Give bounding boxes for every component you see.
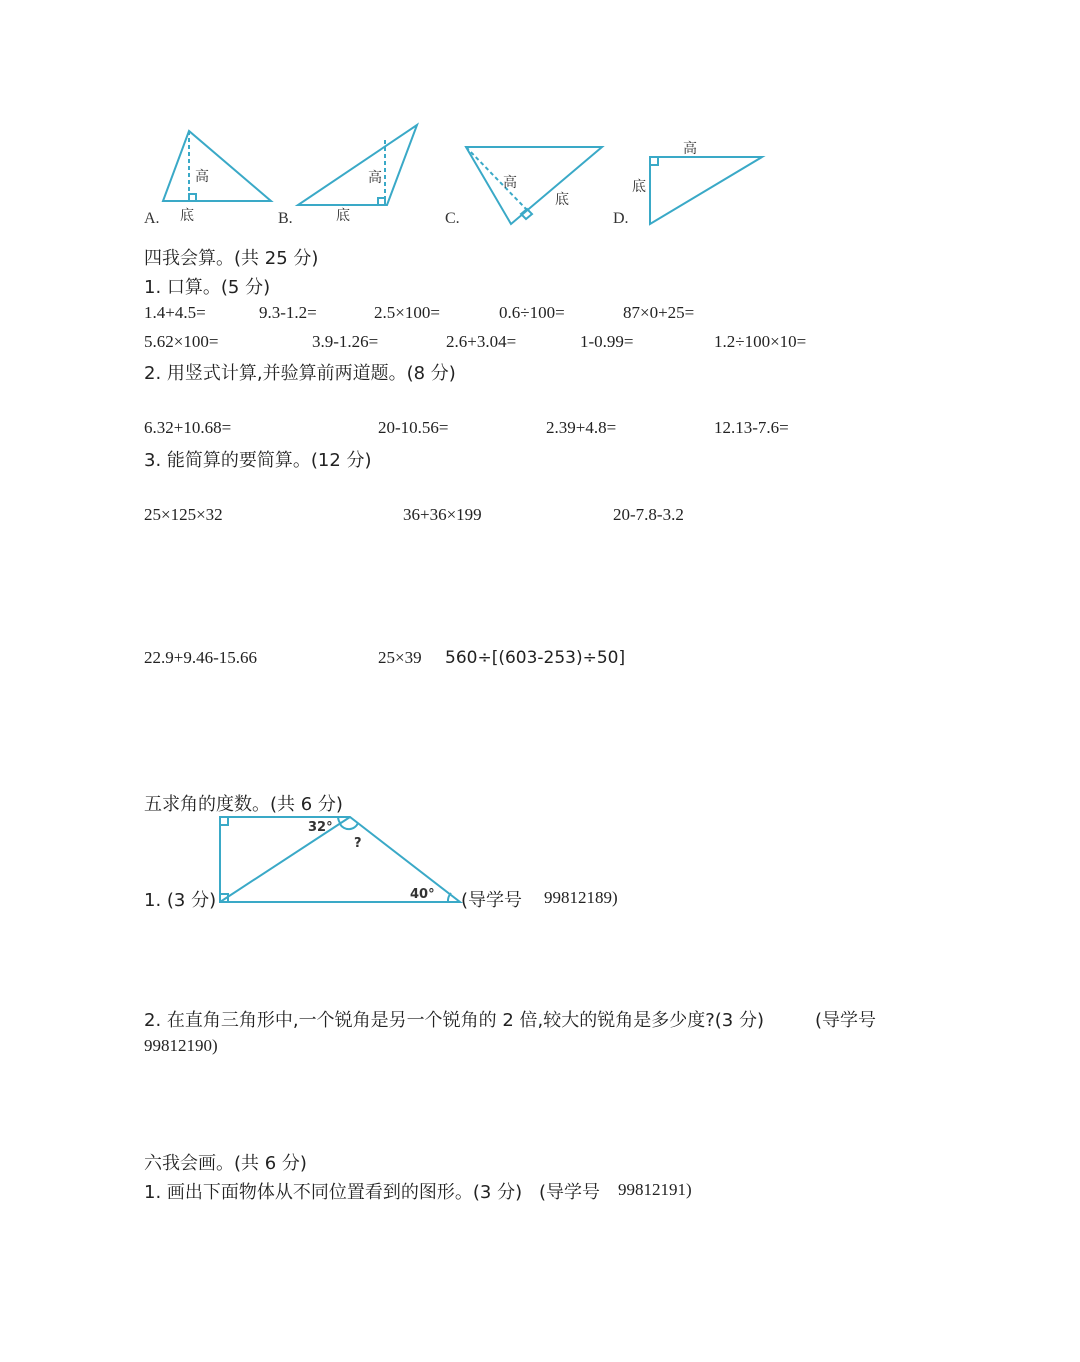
section6-title: 六我会画。(共 6 分) <box>144 1153 307 1174</box>
height-label-c: 高 <box>503 175 517 191</box>
oral-calc-item: 3.9-1.26= <box>312 332 379 351</box>
angle-40-label: 40° <box>410 887 435 902</box>
guide-number: 99812189) <box>544 888 618 907</box>
height-label-d: 高 <box>683 141 697 157</box>
oral-calc-item: 1.4+4.5= <box>144 303 206 322</box>
simplify-item: 22.9+9.46-15.66 <box>144 648 257 667</box>
q6-1-text: 1. 画出下面物体从不同位置看到的图形。(3 分) <box>144 1182 523 1203</box>
guide-number: 99812190) <box>144 1036 218 1055</box>
unknown-angle-label: ? <box>354 836 362 851</box>
q4-1-title: 1. 口算。(5 分) <box>144 277 271 298</box>
oral-calc-item: 87×0+25= <box>623 303 695 322</box>
simplify-item: 36+36×199 <box>403 505 482 524</box>
angle-32-label: 32° <box>308 820 333 835</box>
oral-calc-item: 1-0.99= <box>580 332 634 351</box>
guide-number: 99812191) <box>618 1180 692 1199</box>
option-a: A. <box>144 210 160 227</box>
guide-label: (导学号 <box>539 1182 601 1203</box>
q4-3-title: 3. 能简算的要简算。(12 分) <box>144 450 372 471</box>
vertical-calc-item: 12.13-7.6= <box>714 418 789 437</box>
simplify-item: 560÷[(603-253)÷50] <box>445 648 626 668</box>
guide-label: (导学号 <box>815 1010 877 1031</box>
oral-calc-item: 2.5×100= <box>374 303 440 322</box>
base-label-b: 底 <box>336 208 350 224</box>
oral-calc-item: 2.6+3.04= <box>446 332 517 351</box>
triangle-a <box>163 131 271 201</box>
triangle-c <box>466 147 602 224</box>
section5-title: 五求角的度数。(共 6 分) <box>144 794 343 815</box>
vertical-calc-item: 2.39+4.8= <box>546 418 617 437</box>
section4-title: 四我会算。(共 25 分) <box>144 248 319 269</box>
simplify-item: 25×125×32 <box>144 505 223 524</box>
oral-calc-item: 1.2÷100×10= <box>714 332 807 351</box>
option-d: D. <box>613 210 629 227</box>
q4-2-title: 2. 用竖式计算,并验算前两道题。(8 分) <box>144 363 456 384</box>
base-label-a: 底 <box>180 208 194 224</box>
oral-calc-item: 5.62×100= <box>144 332 219 351</box>
trapezoid-figure <box>210 808 470 908</box>
q5-1-label: 1. (3 分) <box>144 890 217 911</box>
height-label-b: 高 <box>368 170 382 186</box>
triangle-d <box>650 157 762 224</box>
oral-calc-item: 9.3-1.2= <box>259 303 317 322</box>
base-label-c: 底 <box>555 192 569 208</box>
base-label-d: 底 <box>632 179 646 195</box>
height-label-a: 高 <box>195 169 209 185</box>
option-c: C. <box>445 210 460 227</box>
q5-2-text: 2. 在直角三角形中,一个锐角是另一个锐角的 2 倍,较大的锐角是多少度?(3 分) <box>144 1010 765 1031</box>
vertical-calc-item: 6.32+10.68= <box>144 418 232 437</box>
oral-calc-item: 0.6÷100= <box>499 303 565 322</box>
simplify-item: 25×39 <box>378 648 422 667</box>
guide-label: (导学号 <box>461 890 523 911</box>
vertical-calc-item: 20-10.56= <box>378 418 449 437</box>
option-b: B. <box>278 210 293 227</box>
triangle-b <box>298 125 417 205</box>
simplify-item: 20-7.8-3.2 <box>613 505 684 524</box>
triangle-figures <box>0 0 1080 240</box>
